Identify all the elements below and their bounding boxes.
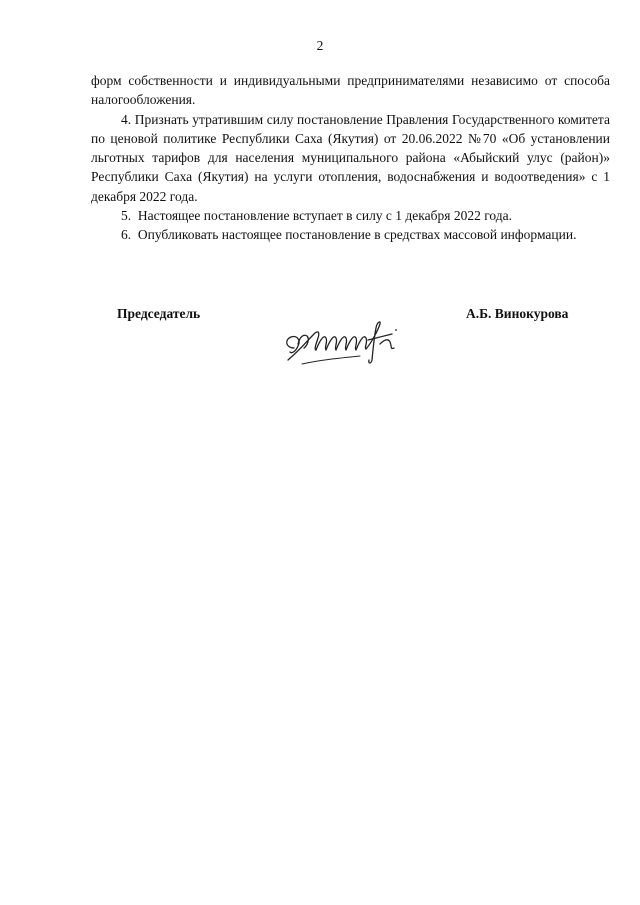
- handwritten-signature: [280, 314, 410, 369]
- paragraph-item-4: 4. Признать утратившим силу постановление Правления Государственного комитета по ценовой политике Республики Саха (Якутия) от 20.06.2022 №70 «Об установлении льготных тарифов для населения муниципального района «Абыйский улус (район)» Республики Саха (Якутия) на услуги отопления, водоснабжения и водоотведения» с 1 декабря 2022 года.: [91, 111, 610, 204]
- document-body: [91, 71, 610, 245]
- paragraph-item-5: 5. Настоящее постановление вступает в силу с 1 декабря 2022 года.: [121, 208, 513, 224]
- signatory-name: А.Б. Винокурова: [466, 306, 569, 321]
- paragraph-item-6: 6. Опубликовать настоящее постановление в средствах массовой информации.: [121, 227, 577, 243]
- signature-block: [0, 306, 640, 366]
- signatory-role: Председатель: [117, 306, 201, 321]
- page-number: 2: [316, 38, 324, 53]
- paragraph-continuation: форм собственности и индивидуальными предпринимателями независимо от способа налогообложения.: [91, 73, 610, 108]
